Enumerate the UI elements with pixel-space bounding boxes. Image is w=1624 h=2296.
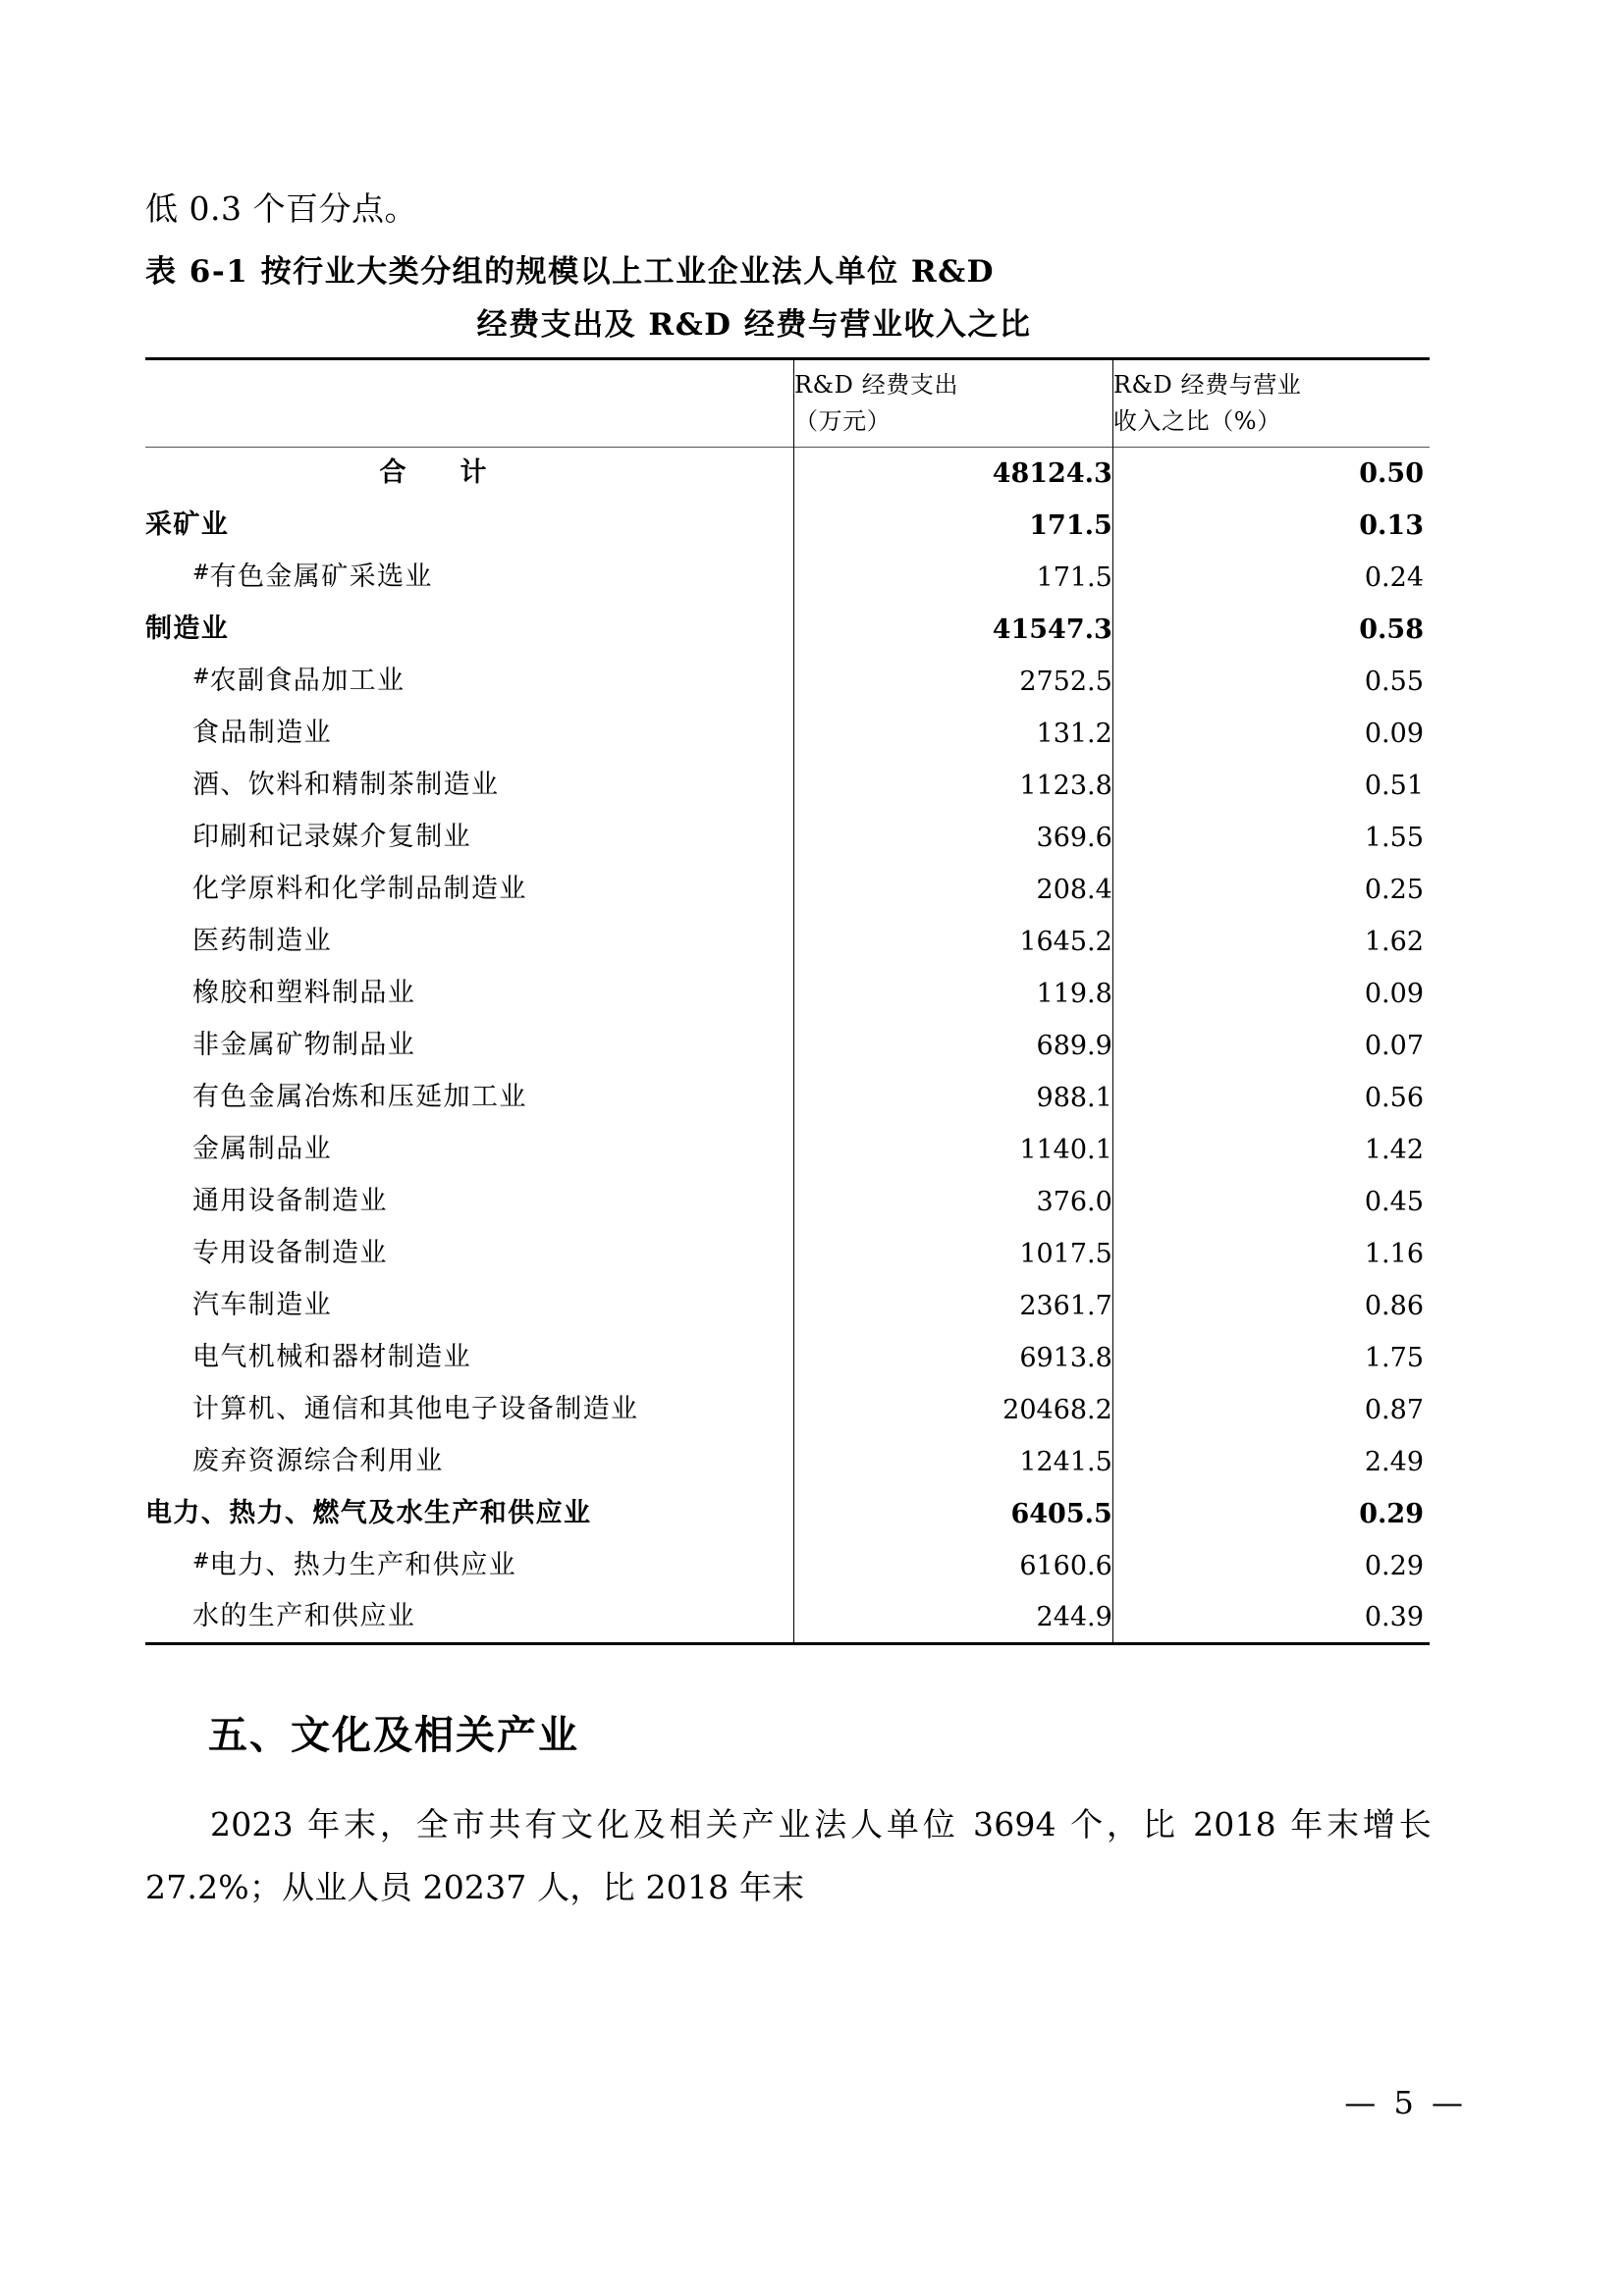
- header-rd-expenditure-line-2: （万元）: [793, 406, 892, 435]
- header-rd-ratio-line-1: R&D 经费与营业: [1112, 370, 1302, 399]
- row-label: #电力、热力生产和供应业: [192, 1549, 517, 1581]
- row-rd-ratio: 0.09: [1112, 968, 1430, 1020]
- table-caption: [145, 246, 1432, 351]
- row-rd-ratio: 1.75: [1112, 1332, 1430, 1384]
- hash-marker: #: [192, 665, 210, 689]
- page-content: [145, 183, 1432, 1920]
- row-rd-ratio: 0.45: [1112, 1176, 1430, 1228]
- row-rd-ratio: 0.25: [1112, 864, 1430, 916]
- row-label: 橡胶和塑料制品业: [192, 977, 416, 1008]
- row-rd-expenditure: 376.0: [793, 1176, 1112, 1228]
- rd-expenditure-table: [145, 357, 1430, 1645]
- section-heading: 五、文化及相关产业: [208, 1713, 579, 1759]
- row-rd-ratio: 1.55: [1112, 812, 1430, 864]
- table-row: [145, 968, 1430, 1020]
- row-rd-ratio: 0.39: [1112, 1592, 1430, 1644]
- header-rd-ratio-line-2: 收入之比（%）: [1112, 406, 1281, 435]
- row-rd-expenditure: 244.9: [793, 1592, 1112, 1644]
- row-rd-expenditure: 119.8: [793, 968, 1112, 1020]
- table-row: [145, 708, 1430, 760]
- hash-marker: #: [192, 561, 210, 585]
- section-paragraph: 2023 年末，全市共有文化及相关产业法人单位 3694 个，比 2018 年末增长 27.2%；从业人员 20237 人，比 2018 年末: [145, 1805, 1432, 1907]
- row-label: 化学原料和化学制品制造业: [192, 873, 527, 904]
- row-rd-ratio: 2.49: [1112, 1436, 1430, 1488]
- row-rd-expenditure: 1241.5: [793, 1436, 1112, 1488]
- row-rd-expenditure: 48124.3: [793, 448, 1112, 500]
- header-rd-expenditure: [793, 360, 1112, 447]
- row-label: #有色金属矿采选业: [192, 561, 433, 593]
- row-label: 汽车制造业: [192, 1289, 332, 1320]
- row-label: 专用设备制造业: [192, 1237, 388, 1268]
- row-rd-ratio: 0.58: [1112, 604, 1430, 656]
- row-rd-expenditure: 988.1: [793, 1072, 1112, 1124]
- table-row: [145, 1124, 1430, 1176]
- row-rd-ratio: 0.55: [1112, 656, 1430, 708]
- row-label: 酒、饮料和精制茶制造业: [192, 769, 500, 800]
- table-row: [145, 812, 1430, 864]
- row-rd-expenditure: 131.2: [793, 708, 1112, 760]
- table-row: [145, 1280, 1430, 1332]
- row-label: 印刷和记录媒介复制业: [192, 821, 471, 852]
- row-rd-expenditure: 6405.5: [793, 1488, 1112, 1540]
- row-label: 电力、热力、燃气及水生产和供应业: [145, 1497, 592, 1528]
- row-rd-expenditure: 171.5: [793, 552, 1112, 604]
- row-label: 废弃资源综合利用业: [192, 1445, 444, 1476]
- row-label: 制造业: [145, 613, 230, 644]
- table-rule: [145, 1644, 1430, 1646]
- row-rd-expenditure: 6160.6: [793, 1540, 1112, 1592]
- table-row: [145, 656, 1430, 708]
- row-rd-expenditure: 208.4: [793, 864, 1112, 916]
- row-rd-ratio: 1.42: [1112, 1124, 1430, 1176]
- row-rd-ratio: 0.24: [1112, 552, 1430, 604]
- table-row: [145, 1436, 1430, 1488]
- header-name-column: [145, 360, 793, 447]
- table-row: [145, 1592, 1430, 1644]
- table-row: [145, 1020, 1430, 1072]
- table-row: [145, 1072, 1430, 1124]
- row-label: 金属制品业: [192, 1133, 332, 1164]
- row-rd-ratio: 0.29: [1112, 1488, 1430, 1540]
- table-row: [145, 1228, 1430, 1280]
- table-row: [145, 1488, 1430, 1540]
- table-caption-line-2: 经费支出及 R&D 经费与营业收入之比: [476, 306, 1032, 343]
- row-label: 合 计: [379, 456, 501, 488]
- row-rd-expenditure: 1017.5: [793, 1228, 1112, 1280]
- header-rd-ratio: [1112, 360, 1430, 447]
- table-row: [145, 604, 1430, 656]
- row-label: 有色金属冶炼和压延加工业: [192, 1081, 527, 1112]
- table-row: [145, 500, 1430, 552]
- row-rd-ratio: 0.87: [1112, 1384, 1430, 1436]
- row-rd-ratio: 0.13: [1112, 500, 1430, 552]
- row-rd-expenditure: 689.9: [793, 1020, 1112, 1072]
- row-rd-expenditure: 1140.1: [793, 1124, 1112, 1176]
- row-rd-expenditure: 171.5: [793, 500, 1112, 552]
- row-rd-ratio: 0.07: [1112, 1020, 1430, 1072]
- row-label: 电气机械和器材制造业: [192, 1341, 471, 1372]
- row-label: 非金属矿物制品业: [192, 1029, 416, 1060]
- row-label: #农副食品加工业: [192, 665, 406, 697]
- row-rd-ratio: 0.86: [1112, 1280, 1430, 1332]
- row-rd-ratio: 0.09: [1112, 708, 1430, 760]
- row-rd-ratio: 0.51: [1112, 760, 1430, 812]
- row-rd-ratio: 0.56: [1112, 1072, 1430, 1124]
- row-label: 水的生产和供应业: [192, 1601, 416, 1632]
- table-row: [145, 916, 1430, 968]
- row-rd-ratio: 0.50: [1112, 448, 1430, 500]
- table-row: [145, 760, 1430, 812]
- page-number: — 5 —: [1344, 2084, 1467, 2121]
- table-row: [145, 1540, 1430, 1592]
- table-row: [145, 1176, 1430, 1228]
- row-rd-ratio: 1.62: [1112, 916, 1430, 968]
- row-rd-ratio: 0.29: [1112, 1540, 1430, 1592]
- table-row: [145, 864, 1430, 916]
- lead-paragraph: 低 0.3 个百分点。: [145, 189, 417, 228]
- table-row: [145, 448, 1430, 500]
- table-row: [145, 1332, 1430, 1384]
- row-rd-expenditure: 20468.2: [793, 1384, 1112, 1436]
- table-caption-line-1: 表 6-1 按行业大类分组的规模以上工业企业法人单位 R&D: [145, 254, 996, 291]
- row-label: 计算机、通信和其他电子设备制造业: [192, 1393, 639, 1424]
- row-label: 食品制造业: [192, 717, 332, 748]
- row-rd-expenditure: 1123.8: [793, 760, 1112, 812]
- row-rd-ratio: 1.16: [1112, 1228, 1430, 1280]
- row-rd-expenditure: 369.6: [793, 812, 1112, 864]
- row-label: 医药制造业: [192, 925, 332, 956]
- table-body: [145, 359, 1430, 1646]
- table-row: [145, 552, 1430, 604]
- row-label: 通用设备制造业: [192, 1185, 388, 1216]
- row-rd-expenditure: 2361.7: [793, 1280, 1112, 1332]
- hash-marker: #: [192, 1549, 210, 1574]
- table-header-row: [145, 360, 1430, 447]
- row-rd-expenditure: 1645.2: [793, 916, 1112, 968]
- row-rd-expenditure: 41547.3: [793, 604, 1112, 656]
- row-label: 采矿业: [145, 508, 230, 540]
- row-rd-expenditure: 2752.5: [793, 656, 1112, 708]
- header-rd-expenditure-line-1: R&D 经费支出: [793, 370, 959, 399]
- table-row: [145, 1384, 1430, 1436]
- table-bottom-rule: [145, 1644, 1430, 1646]
- row-rd-expenditure: 6913.8: [793, 1332, 1112, 1384]
